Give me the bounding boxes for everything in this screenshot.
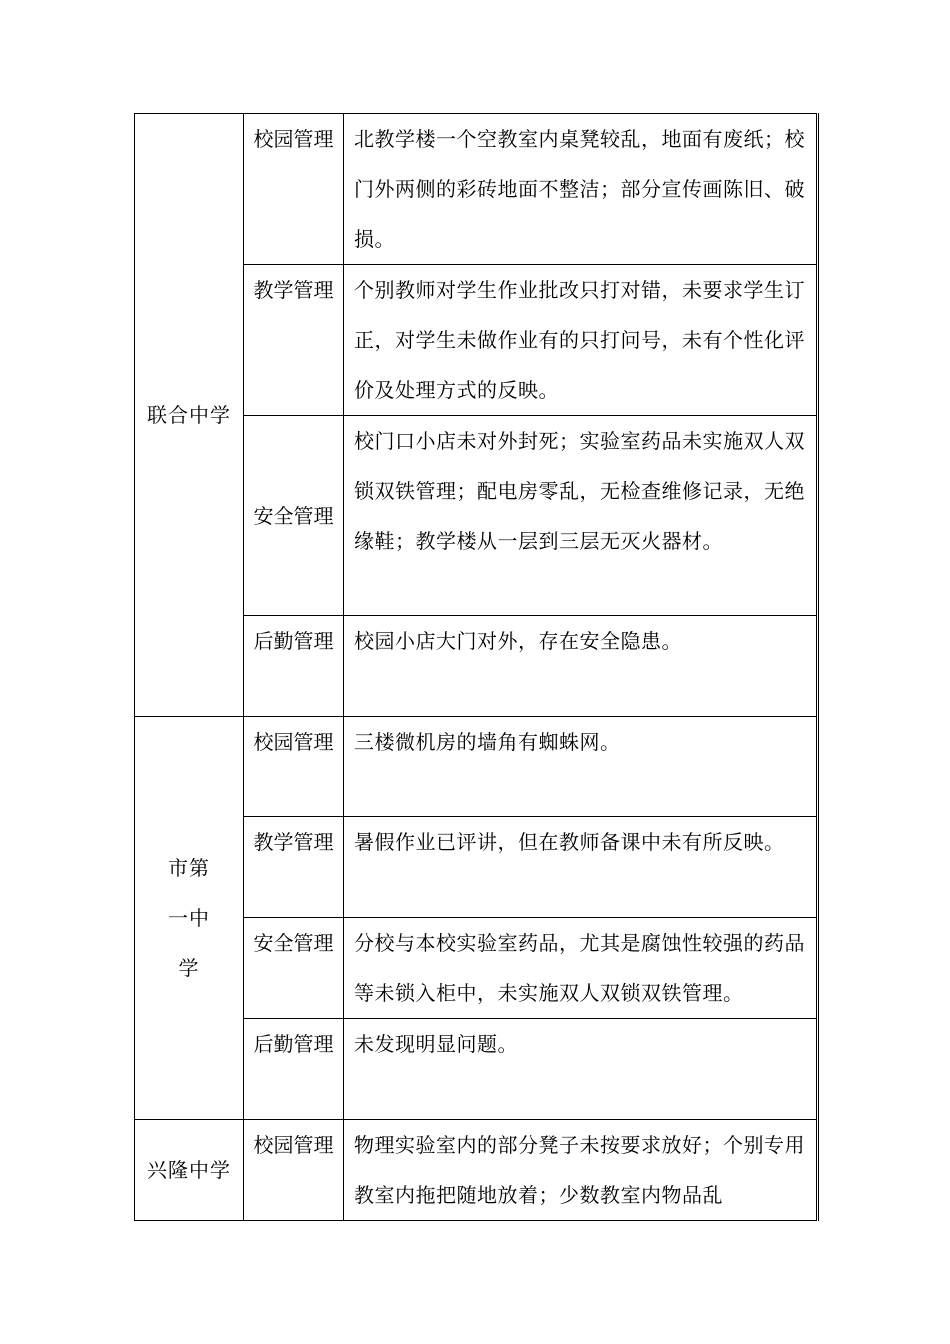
category-cell: 校园管理 [244, 114, 344, 265]
category-cell: 校园管理 [244, 1120, 344, 1221]
school-name: 兴隆中学 [135, 1120, 244, 1221]
finding-cell: 未发现明显问题。 [344, 1019, 818, 1120]
table-row [135, 114, 818, 265]
category-cell: 后勤管理 [244, 616, 344, 717]
school-name: 联合中学 [135, 114, 244, 717]
inspection-table [134, 113, 819, 1221]
category-cell: 教学管理 [244, 265, 344, 416]
category-cell: 安全管理 [244, 918, 344, 1019]
finding-cell: 暑假作业已评讲，但在教师备课中未有所反映。 [344, 817, 818, 918]
finding-cell: 分校与本校实验室药品，尤其是腐蚀性较强的药品等未锁入柜中，未实施双人双锁双铁管理。 [344, 918, 818, 1019]
finding-cell: 校门口小店未对外封死；实验室药品未实施双人双锁双铁管理；配电房零乱，无检查维修记录，无绝缘鞋；教学楼从一层到三层无灭火器材。 [344, 416, 818, 616]
finding-cell: 物理实验室内的部分凳子未按要求放好；个别专用教室内拖把随地放着；少数教室内物品乱 [344, 1120, 818, 1221]
finding-cell: 校园小店大门对外，存在安全隐患。 [344, 616, 818, 717]
table-row [135, 1120, 818, 1221]
category-cell: 教学管理 [244, 817, 344, 918]
table-row [135, 717, 818, 817]
category-cell: 后勤管理 [244, 1019, 344, 1120]
school-name: 市第一中学 [135, 717, 244, 1120]
category-cell: 校园管理 [244, 717, 344, 817]
finding-cell: 北教学楼一个空教室内桌凳较乱，地面有废纸；校门外两侧的彩砖地面不整洁；部分宣传画陈旧、破损。 [344, 114, 818, 265]
category-cell: 安全管理 [244, 416, 344, 616]
finding-cell: 三楼微机房的墙角有蜘蛛网。 [344, 717, 818, 817]
finding-cell: 个别教师对学生作业批改只打对错，未要求学生订正，对学生未做作业有的只打问号，未有个性化评价及处理方式的反映。 [344, 265, 818, 416]
